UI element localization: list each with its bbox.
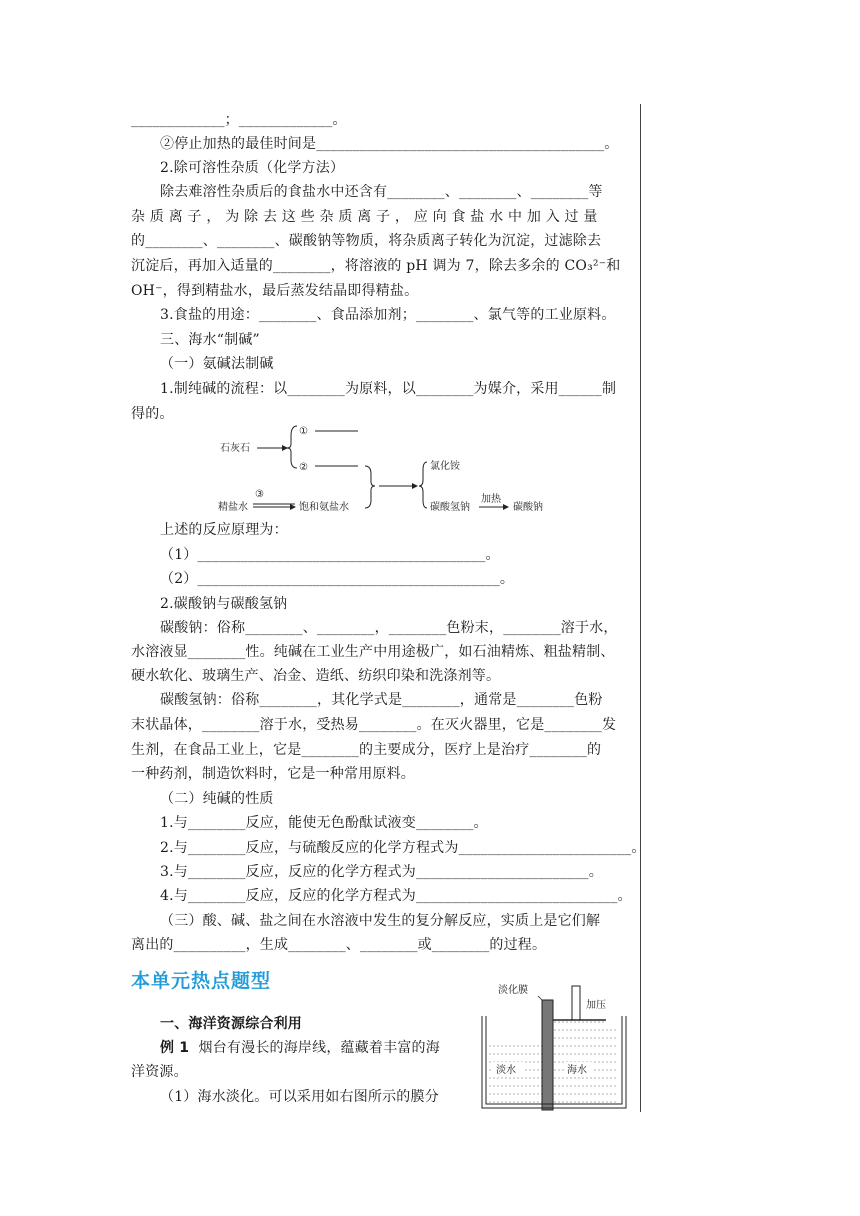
text-line: 一种药剂，制造饮料时，它是一种常用原料。	[131, 766, 415, 782]
brine-label: 精盐水	[218, 502, 248, 513]
section-subtitle: （二）纯碱的性质	[160, 791, 274, 807]
text-line: _____________；_____________。	[131, 112, 347, 128]
section-subtitle: （一）氨碱法制碱	[160, 356, 274, 372]
text-line: 水溶液显________性。纯碱在工业生产中用途极广，如石油精炼、粗盐精制、	[131, 644, 615, 660]
heat-label: 加热	[481, 494, 501, 505]
text-line: 2.与________反应，与硫酸反应的化学方程式为________________________。	[160, 840, 646, 856]
membrane-label: 淡化膜	[498, 985, 528, 996]
ammonia-soda-flow-diagram	[215, 418, 555, 520]
limestone-label: 石灰石	[220, 443, 250, 454]
example-line	[160, 1038, 440, 1058]
text-line: 碳酸钠：俗称________、________，________色粉末，________溶于水，	[160, 620, 618, 636]
text-line: 硬水软化、玻璃生产、冶金、造纸、纺织印染和洗涤剂等。	[131, 668, 501, 684]
text-line: OH⁻，得到精盐水，最后蒸发结晶即得精盐。	[131, 283, 419, 299]
text-line: 的________、________、碳酸钠等物质，将杂质离子转化为沉淀，过滤除去	[131, 233, 602, 249]
text-line: 1.制纯碱的流程：以________为原料，以________为媒介，采用______制	[160, 381, 617, 397]
ammonia-brine-label: 饱和氨盐水	[299, 502, 349, 513]
unit-heading: 本单元热点题型	[131, 970, 272, 992]
na2co3-label: 碳酸钠	[513, 502, 543, 513]
text-line: （1）海水淡化。可以采用如右图所示的膜分	[160, 1089, 439, 1105]
text-line: （1）________________________________________。	[160, 547, 500, 563]
step-2-label: ②	[299, 462, 308, 473]
nahco3-label: 碳酸氢钠	[430, 502, 470, 513]
pressure-label: 加压	[586, 1000, 606, 1011]
text-line: 末状晶体，________溶于水，受热易________。在灭火器里，它是________发	[131, 717, 617, 733]
text-line: 洋资源。	[131, 1064, 188, 1080]
column-rule	[640, 104, 641, 1112]
membrane-desalination-diagram	[476, 980, 632, 1112]
example-label: 例 1	[160, 1040, 190, 1056]
text-line: 离出的__________，生成________、________或________的过程。	[131, 937, 547, 953]
section-subtitle: 2.除可溶性杂质（化学方法）	[160, 160, 345, 176]
text-line: 碳酸氢钠：俗称________，其化学式是________，通常是________色粉	[160, 692, 603, 708]
text-line: 4.与________反应，反应的化学方程式为____________________________。	[160, 888, 632, 904]
section-subtitle: 2.碳酸钠与碳酸氢钠	[160, 596, 288, 612]
nh4cl-label: 氯化铵	[430, 461, 460, 472]
seawater-label: 海水	[567, 1065, 587, 1076]
text-line: 上述的反应原理为：	[160, 522, 288, 538]
text-line: 生剂，在食品工业上，它是________的主要成分，医疗上是治疗________的	[131, 742, 602, 758]
section-title: 三、海水“制碱”	[160, 332, 260, 348]
step-3-label: ③	[255, 489, 264, 500]
section-title: 一、海洋资源综合利用	[160, 1016, 302, 1032]
text-line: 3.食盐的用途：________、食品添加剂；________、氯气等的工业原料。	[160, 307, 616, 323]
step-1-label: ①	[299, 426, 308, 437]
text-line: 杂 质 离 子 ， 为 除 去 这 些 杂 质 离 子 ， 应 向 食 盐 水 中 加 入 过 量	[131, 209, 598, 225]
text-line: 沉淀后，再加入适量的________，将溶液的 pH 调为 7，除去多余的 CO₃²⁻和	[131, 258, 621, 274]
text-line: （三）酸、碱、盐之间在水溶液中发生的复分解反应，实质上是它们解	[160, 913, 601, 929]
text-line: 1.与________反应，能使无色酚酞试液变________。	[160, 815, 488, 831]
text-line: 3.与________反应，反应的化学方程式为________________________。	[160, 864, 603, 880]
text-line: （2）__________________________________________。	[160, 571, 515, 587]
text-line: ②停止加热的最佳时间是________________________________________。	[160, 136, 619, 152]
text-line: 除去难溶性杂质后的食盐水中还含有________、________、________等	[160, 184, 603, 200]
text-line: 得的。	[131, 406, 174, 422]
example-text: 烟台有漫长的海岸线，蕴藏着丰富的海	[189, 1040, 440, 1056]
fresh-water-label: 淡水	[496, 1065, 516, 1076]
